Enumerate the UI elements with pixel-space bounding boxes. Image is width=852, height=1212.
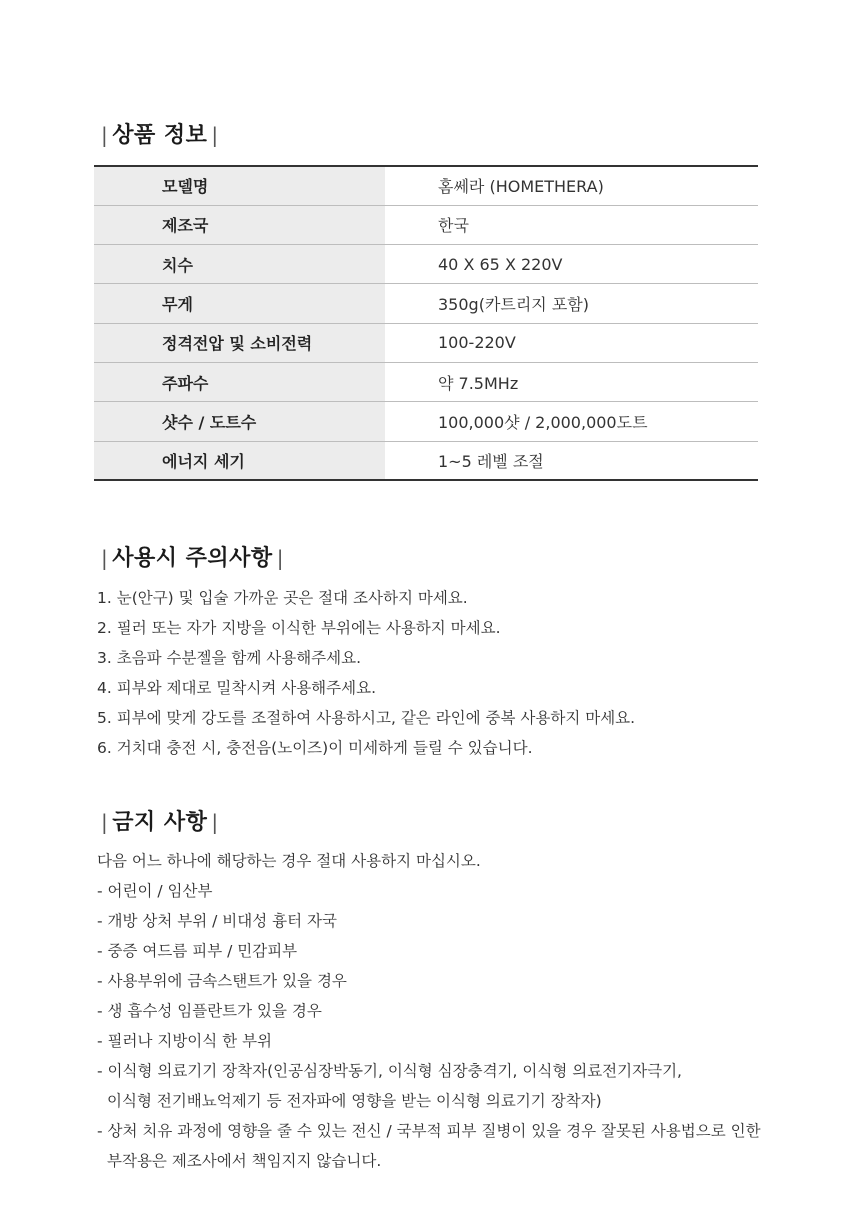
list-item: - 상처 치유 과정에 영향을 줄 수 있는 전신 / 국부적 피부 질병이 있을 경우 잘못된 사용법으로 인한 [97, 1122, 761, 1140]
list-item: 6. 거치대 충전 시, 충전음(노이즈)이 미세하게 들릴 수 있습니다. [97, 739, 533, 757]
list-item: - 중증 여드름 피부 / 민감피부 [97, 942, 298, 960]
spec-value: 100,000샷 / 2,000,000도트 [385, 402, 758, 441]
product-info-title-text: 상품 정보 [112, 123, 208, 148]
prohibitions-title-text: 금지 사항 [112, 810, 208, 835]
list-item: - 어린이 / 임산부 [97, 882, 213, 900]
prohibitions-title: | 금지 사항 | [101, 810, 219, 835]
spec-value: 40 X 65 X 220V [385, 245, 758, 284]
spec-label: 정격전압 및 소비전력 [94, 323, 385, 362]
spec-value: 100-220V [385, 323, 758, 362]
prohibitions-intro: 다음 어느 하나에 해당하는 경우 절대 사용하지 마십시오. [97, 852, 481, 870]
list-item: - 사용부위에 금속스탠트가 있을 경우 [97, 972, 347, 990]
list-item: - 이식형 의료기기 장착자(인공심장박동기, 이식형 심장충격기, 이식형 의료전기자극기, [97, 1062, 682, 1080]
product-spec-table [94, 165, 758, 481]
cautions-title: | 사용시 주의사항 | [101, 546, 284, 571]
cautions-list [97, 583, 635, 763]
cautions-title-text: 사용시 주의사항 [112, 546, 273, 571]
table-row [94, 441, 758, 480]
spec-label: 제조국 [94, 205, 385, 244]
spec-value: 한국 [385, 205, 758, 244]
list-item: 3. 초음파 수분젤을 함께 사용해주세요. [97, 649, 362, 667]
list-item: - 필러나 지방이식 한 부위 [97, 1032, 273, 1050]
spec-value: 약 7.5MHz [385, 362, 758, 401]
product-info-title: | 상품 정보 | [101, 123, 219, 148]
spec-label: 샷수 / 도트수 [94, 402, 385, 441]
table-row [94, 362, 758, 401]
list-item: - 생 흡수성 임플란트가 있을 경우 [97, 1002, 322, 1020]
spec-value: 1~5 레벨 조절 [438, 451, 544, 471]
table-row [94, 402, 758, 441]
spec-label: 모델명 [94, 166, 385, 205]
list-item: 5. 피부에 맞게 강도를 조절하여 사용하시고, 같은 라인에 중복 사용하지 마세요. [97, 709, 636, 727]
prohibitions-list [97, 846, 761, 1176]
list-item: 1. 눈(안구) 및 입술 가까운 곳은 절대 조사하지 마세요. [97, 589, 468, 607]
list-item: 2. 필러 또는 자가 지방을 이식한 부위에는 사용하지 마세요. [97, 619, 501, 637]
spec-label: 주파수 [94, 362, 385, 401]
spec-value: 350g(카트리지 포함) [385, 284, 758, 323]
spec-label: 에너지 세기 [94, 441, 385, 480]
list-item-continuation: 부작용은 제조사에서 책임지지 않습니다. [107, 1152, 382, 1170]
spec-label: 치수 [94, 245, 385, 284]
table-row [94, 284, 758, 323]
table-row [94, 205, 758, 244]
table-row [94, 245, 758, 284]
list-item-continuation: 이식형 전기배뇨억제기 등 전자파에 영향을 받는 이식형 의료기기 장착자) [107, 1092, 602, 1110]
spec-value: 홈쎄라 (HOMETHERA) [385, 166, 758, 205]
list-item: 4. 피부와 제대로 밀착시켜 사용해주세요. [97, 679, 376, 697]
spec-label: 무게 [94, 284, 385, 323]
list-item: - 개방 상처 부위 / 비대성 흉터 자국 [97, 912, 337, 930]
table-row [94, 323, 758, 362]
table-row [94, 166, 758, 205]
